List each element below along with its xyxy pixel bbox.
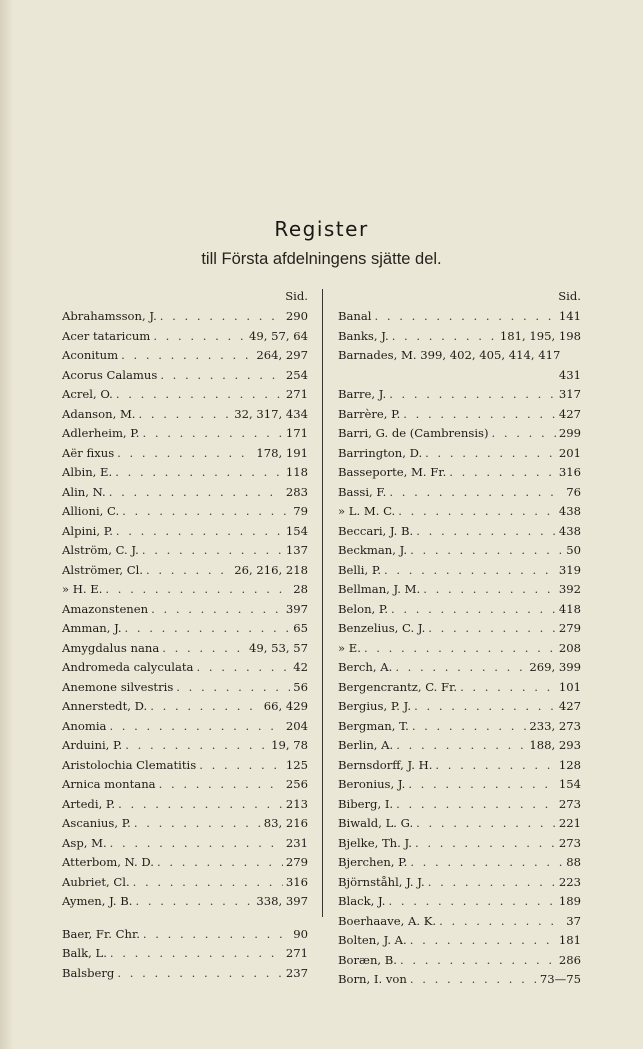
dot-leader	[139, 405, 232, 425]
entry-pages: 427	[558, 406, 581, 421]
entry-name: Acer tataricum	[62, 328, 151, 343]
entry-pages: 56	[293, 679, 308, 694]
entry-name: Amygdalus nana	[62, 640, 160, 655]
entry-pages: 181, 195, 198	[499, 328, 581, 343]
entry-name: Adanson, M.	[62, 406, 136, 421]
dot-leader	[150, 697, 261, 717]
index-entry	[62, 853, 308, 873]
dot-leader	[157, 853, 283, 873]
dot-leader	[410, 970, 537, 990]
dot-leader	[416, 522, 556, 542]
entry-pages: 28	[293, 582, 308, 596]
index-entry	[62, 775, 308, 795]
entry-name: Bolten, J. A.	[338, 933, 407, 947]
entry-pages: 188, 293	[529, 738, 581, 752]
dot-leader	[425, 444, 556, 464]
entry-name: Bergencrantz, C. Fr.	[338, 679, 458, 694]
dot-leader	[364, 639, 556, 659]
dot-leader	[110, 834, 283, 854]
dot-leader	[125, 736, 268, 756]
index-entry	[62, 385, 308, 405]
entry-pages: 73—75	[539, 972, 581, 986]
dot-leader	[428, 619, 556, 639]
entry-name: » L. M. C.	[338, 504, 396, 518]
index-entry	[338, 639, 581, 659]
index-entry	[62, 541, 308, 561]
index-entry	[338, 580, 581, 600]
entry-pages: 90	[293, 926, 308, 941]
entry-pages: 154	[558, 777, 581, 791]
dot-leader	[105, 580, 290, 600]
page-column-header: Sid.	[285, 289, 308, 303]
entry-pages: 204	[285, 718, 308, 733]
dot-leader	[199, 756, 283, 776]
dot-leader	[125, 619, 291, 639]
dot-leader	[400, 951, 556, 971]
index-entry	[62, 483, 308, 503]
dot-leader	[414, 697, 556, 717]
dot-leader	[159, 775, 283, 795]
index-entry	[338, 756, 581, 776]
index-entry	[338, 951, 581, 971]
entry-pages: 178, 191	[256, 445, 308, 460]
entry-name: Balsberg	[62, 965, 115, 980]
entry-name: Born, I. von	[338, 972, 407, 986]
index-entry	[62, 873, 308, 893]
entry-pages: 141	[558, 309, 581, 323]
entry-pages: 171	[285, 426, 308, 440]
entry-pages: 128	[558, 757, 581, 772]
entry-name: Berch, A.	[338, 660, 393, 674]
entry-name: Bassi, F.	[338, 484, 387, 499]
entry-name: Biberg, I.	[338, 796, 394, 811]
entry-name: Anomia	[62, 718, 107, 733]
index-entry	[338, 736, 581, 756]
entry-name: Bergius, P. J.	[338, 699, 412, 713]
index-column-right	[338, 286, 581, 990]
index-entry	[62, 639, 308, 659]
dot-leader	[398, 502, 556, 522]
entry-name: Black, J.	[338, 894, 386, 908]
dot-leader	[116, 385, 283, 405]
page-subtitle: till Första afdelningens sjätte del.	[201, 250, 442, 268]
index-entry	[338, 385, 581, 405]
entry-name: Barri, G. de (Cambrensis)	[338, 426, 489, 440]
entry-pages: 32, 317, 434	[234, 406, 308, 421]
entry-pages: 431	[558, 367, 581, 382]
entry-pages: 271	[285, 387, 308, 401]
entry-name: Aubriet, Cl.	[62, 874, 130, 889]
index-entry	[338, 892, 581, 912]
index-entry	[62, 580, 308, 600]
entry-pages: 189	[558, 894, 581, 908]
index-entry	[62, 366, 308, 386]
entry-pages: 427	[558, 699, 581, 713]
page-title: Register	[274, 217, 369, 241]
index-entry	[62, 600, 308, 620]
entry-name: Boræn, B.	[338, 952, 397, 967]
index-entry	[338, 853, 581, 873]
entry-pages: 392	[558, 582, 581, 596]
entry-name: Balk, L.	[62, 946, 107, 960]
dot-leader	[388, 892, 555, 912]
index-entry	[62, 346, 308, 366]
entry-name: Acrel, O.	[62, 387, 113, 401]
dot-leader	[117, 444, 253, 464]
entry-name: Atterbom, N. D.	[62, 855, 154, 869]
dot-leader	[110, 944, 283, 964]
entry-name: Benzelius, C. J.	[338, 621, 426, 635]
dot-leader	[389, 483, 563, 503]
entry-pages: 221	[558, 816, 581, 830]
index-entry	[338, 327, 581, 347]
dot-leader	[384, 561, 556, 581]
entry-pages: 319	[558, 562, 581, 577]
index-entry	[338, 697, 581, 717]
entry-name: Berlin, A.	[338, 738, 394, 752]
dot-leader	[415, 834, 556, 854]
index-entry	[338, 541, 581, 561]
entry-pages: 88	[566, 855, 581, 869]
index-entry-list	[62, 307, 308, 983]
entry-name: Albin, E.	[62, 465, 113, 479]
dot-leader	[389, 385, 556, 405]
entry-name: Beronius, J.	[338, 777, 406, 791]
index-entry	[338, 424, 581, 444]
index-entry	[62, 717, 308, 737]
index-entry	[62, 814, 308, 834]
index-entry	[338, 522, 581, 542]
index-entry	[338, 405, 581, 425]
entry-pages: 37	[566, 913, 581, 928]
dot-leader	[492, 424, 556, 444]
index-entry	[338, 502, 581, 522]
entry-pages: 264, 297	[256, 348, 308, 362]
entry-name: Boerhaave, A. K.	[338, 913, 437, 928]
index-entry	[338, 931, 581, 951]
entry-name: Biwald, L. G.	[338, 816, 414, 830]
entry-name: Bjerchen, P.	[338, 855, 408, 869]
index-entry	[338, 775, 581, 795]
entry-name: Aristolochia Clematitis	[62, 757, 197, 772]
dot-leader	[121, 346, 253, 366]
dot-leader	[410, 853, 563, 873]
entry-name: Belon, P.	[338, 601, 389, 616]
dot-leader	[392, 327, 497, 347]
entry-name: Artedi, P.	[62, 796, 116, 811]
dot-leader	[142, 541, 283, 561]
dot-leader	[375, 307, 556, 327]
entry-name: Bellman, J. M.	[338, 582, 421, 596]
index-entry	[338, 795, 581, 815]
dot-leader	[396, 795, 556, 815]
entry-name: Amazonstenen	[62, 601, 149, 616]
entry-pages: 299	[558, 426, 581, 440]
index-entry	[62, 756, 308, 776]
index-entry	[62, 834, 308, 854]
dot-leader	[439, 912, 563, 932]
dot-leader	[410, 931, 556, 951]
index-entry	[62, 522, 308, 542]
index-entry	[62, 736, 308, 756]
entry-pages: 256	[285, 777, 308, 791]
entry-name: Beccari, J. B.	[338, 523, 414, 538]
entry-pages: 201	[558, 445, 581, 460]
index-entry	[62, 307, 308, 327]
entry-pages: 317	[558, 387, 581, 401]
entry-pages: 154	[285, 523, 308, 538]
entry-pages: 42	[293, 660, 308, 674]
dot-leader	[146, 561, 231, 581]
index-entry	[62, 944, 308, 964]
index-entry	[338, 814, 581, 834]
index-entry	[62, 697, 308, 717]
entry-name: Bernsdorff, J. H.	[338, 757, 433, 772]
entry-pages: 65	[293, 621, 308, 635]
dot-leader	[151, 600, 283, 620]
index-entry	[62, 463, 308, 483]
dot-leader	[153, 327, 246, 347]
entry-name: Amman, J.	[62, 621, 122, 635]
entry-name: Beckman, J.	[338, 543, 408, 557]
entry-name: Asp, M.	[62, 835, 107, 850]
entry-pages: 316	[285, 874, 308, 889]
entry-name: Björnståhl, J. J.	[338, 874, 425, 889]
index-entry	[338, 834, 581, 854]
entry-name: Baer, Fr. Chr.	[62, 926, 140, 941]
index-entry	[62, 619, 308, 639]
entry-name: Alin, N.	[62, 484, 106, 499]
dot-leader	[428, 873, 556, 893]
entry-name: Annerstedt, D.	[62, 699, 148, 713]
entry-pages: 19, 78	[271, 738, 308, 752]
entry-pages: 279	[285, 855, 308, 869]
entry-pages: 273	[558, 796, 581, 811]
entry-pages: 26, 216, 218	[234, 562, 308, 577]
index-entry	[338, 346, 581, 366]
dot-leader	[118, 795, 283, 815]
index-entry	[338, 561, 581, 581]
dot-leader	[176, 678, 290, 698]
entry-pages: 181	[558, 933, 581, 947]
entry-pages: 137	[285, 543, 308, 557]
dot-leader	[416, 814, 556, 834]
entry-name: Acorus Calamus	[62, 367, 158, 382]
index-entry	[62, 795, 308, 815]
entry-name: Allioni, C.	[62, 504, 120, 518]
entry-name: Barnades, M. 399, 402, 405, 414, 417	[338, 348, 561, 362]
entry-pages: 49, 57, 64	[249, 328, 308, 343]
entry-name: » H. E.	[62, 582, 103, 596]
entry-pages: 79	[293, 504, 308, 518]
entry-pages: 66, 429	[263, 699, 308, 713]
entry-pages: 438	[558, 504, 581, 518]
entry-name: Anemone silvestris	[62, 679, 174, 694]
index-entry	[62, 964, 308, 984]
dot-leader	[122, 502, 290, 522]
dot-leader	[449, 463, 556, 483]
dot-leader	[160, 366, 283, 386]
entry-pages: 76	[566, 484, 581, 499]
index-column-left	[62, 286, 308, 983]
entry-name: Banal	[338, 309, 372, 323]
entry-pages: 213	[285, 796, 308, 811]
entry-pages: 271	[285, 946, 308, 960]
entry-pages: 438	[558, 523, 581, 538]
entry-name: Bergman, T.	[338, 718, 409, 733]
dot-leader	[391, 600, 556, 620]
index-entry	[338, 678, 581, 698]
index-entry	[338, 366, 581, 386]
dot-leader	[115, 463, 283, 483]
dot-leader	[460, 678, 556, 698]
index-entry	[62, 678, 308, 698]
dot-leader	[162, 639, 246, 659]
dot-leader	[109, 483, 283, 503]
entry-pages: 49, 53, 57	[249, 640, 308, 655]
index-entry	[338, 307, 581, 327]
dot-leader	[160, 307, 283, 327]
entry-name: Aymen, J. B.	[62, 894, 133, 908]
index-entry	[338, 970, 581, 990]
page-edge-shadow	[0, 0, 14, 1049]
dot-leader	[435, 756, 555, 776]
dot-leader	[143, 925, 290, 945]
entry-name: Alström, C. J.	[62, 543, 139, 557]
index-entry	[62, 405, 308, 425]
entry-pages: 283	[285, 484, 308, 499]
dot-leader	[135, 892, 253, 912]
index-entry	[338, 463, 581, 483]
dot-leader	[196, 658, 290, 678]
index-entry	[338, 912, 581, 932]
entry-name: Basseporte, M. Fr.	[338, 465, 447, 479]
entry-pages: 316	[558, 465, 581, 479]
entry-name: Barrington, D.	[338, 445, 423, 460]
entry-name: Banks, J.	[338, 328, 389, 343]
entry-pages: 83, 216	[263, 816, 308, 830]
index-entry	[62, 925, 308, 945]
page-column-header: Sid.	[558, 289, 581, 303]
dot-leader	[117, 964, 283, 984]
entry-name: Bjelke, Th. J.	[338, 835, 412, 850]
dot-leader	[412, 717, 527, 737]
dot-leader	[408, 775, 556, 795]
dot-leader	[109, 717, 282, 737]
entry-pages: 233, 273	[529, 718, 581, 733]
entry-name: Arduini, P.	[62, 738, 123, 752]
dot-leader	[410, 541, 563, 561]
index-entry	[338, 483, 581, 503]
column-divider	[322, 289, 323, 917]
entry-pages: 279	[558, 621, 581, 635]
entry-name: Adlerheim, P.	[62, 426, 140, 440]
entry-pages: 338, 397	[256, 894, 308, 908]
entry-name: Barrère, P.	[338, 406, 401, 421]
index-entry	[62, 502, 308, 522]
dot-leader	[423, 580, 556, 600]
entry-name: Aër fixus	[62, 445, 115, 460]
index-entry	[62, 658, 308, 678]
entry-pages: 269, 399	[529, 660, 581, 674]
entry-name: Andromeda calyculata	[62, 660, 194, 674]
index-entry	[338, 444, 581, 464]
index-entry	[338, 658, 581, 678]
index-entry	[338, 600, 581, 620]
entry-pages: 223	[558, 874, 581, 889]
entry-pages: 290	[285, 309, 308, 323]
entry-name: Abrahamsson, J.	[62, 309, 157, 323]
dot-leader	[395, 658, 526, 678]
entry-pages: 50	[566, 543, 581, 557]
index-entry	[62, 327, 308, 347]
index-entry	[338, 873, 581, 893]
entry-pages: 418	[558, 601, 581, 616]
entry-name: Aconitum	[62, 348, 119, 362]
entry-name: Alpini, P.	[62, 523, 113, 538]
dot-leader	[116, 522, 283, 542]
entry-name: Belli, P.	[338, 562, 382, 577]
index-entry	[338, 717, 581, 737]
index-entry	[62, 444, 308, 464]
entry-pages: 125	[285, 757, 308, 772]
index-entry-list	[338, 307, 581, 990]
entry-pages: 273	[558, 835, 581, 850]
entry-pages: 118	[285, 465, 308, 479]
entry-pages: 237	[285, 965, 308, 980]
index-entry	[62, 892, 308, 912]
entry-pages: 208	[558, 640, 581, 655]
dot-leader	[134, 814, 261, 834]
entry-name: » E.	[338, 640, 361, 655]
entry-name: Ascanius, P.	[62, 816, 131, 830]
dot-leader	[142, 424, 282, 444]
entry-name: Alströmer, Cl.	[62, 562, 143, 577]
dot-leader	[403, 405, 556, 425]
entry-pages: 254	[285, 367, 308, 382]
index-entry	[62, 424, 308, 444]
entry-name: Barre, J.	[338, 387, 387, 401]
entry-pages: 231	[285, 835, 308, 850]
dot-leader	[396, 736, 526, 756]
entry-pages: 397	[285, 601, 308, 616]
entry-name: Arnica montana	[62, 777, 156, 791]
dot-leader	[133, 873, 283, 893]
entry-pages: 101	[558, 679, 581, 694]
index-entry	[62, 561, 308, 581]
index-entry	[338, 619, 581, 639]
entry-pages: 286	[558, 952, 581, 967]
